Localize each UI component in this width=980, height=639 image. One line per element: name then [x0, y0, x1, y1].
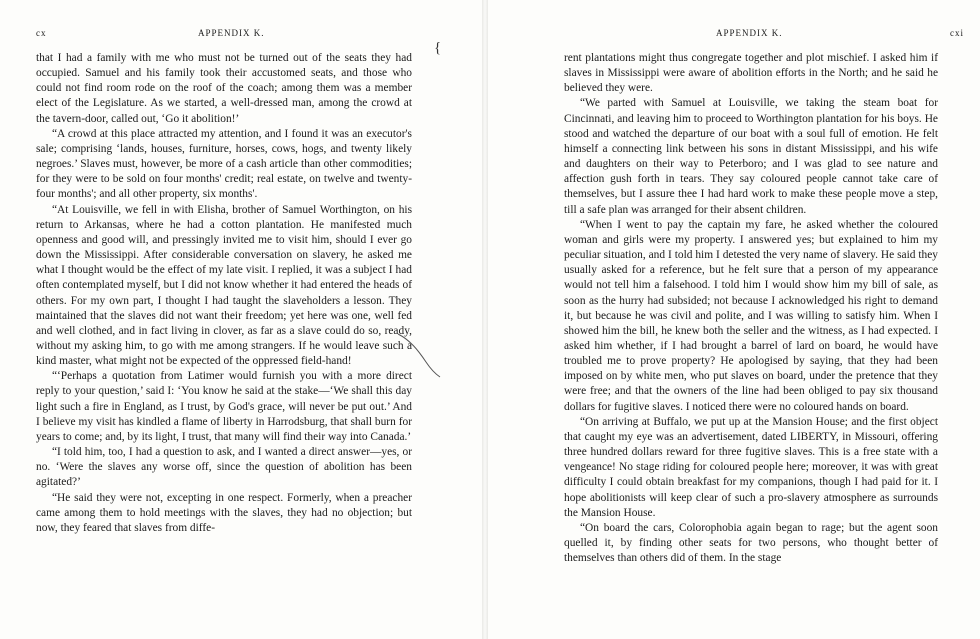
left-page-number: cx	[36, 28, 47, 38]
paragraph: “‘Perhaps a quotation from Latimer would furnish you with a more direct reply to your question,’ said I: ‘You know he said at the stake—‘We shall this day light such a fire in England, as I trust, by God's grace, will never be put out.’ And I believe my visit has kindled a flame of liberty in Harrodsburg, that shall burn for years to come; and, by its light, I trust, that many will find their way into Canada.’	[36, 370, 412, 443]
paragraph: “I told him, too, I had a question to ask, and I wanted a direct answer—yes, or no. ‘Were the slaves any worse off, since the question of abolition has been agitated?’	[36, 446, 412, 489]
left-page	[0, 0, 482, 639]
right-page	[488, 0, 980, 639]
paragraph: “We parted with Samuel at Louisville, we taking the steam boat for Cincinnati, and leaving him to proceed to Worthington plantation for his boys. He stood and watched the departure of our boat with a soul full of emotion. He felt himself a connecting link between his sons in distant Mississippi, and his wife and daughters on their way to Peterboro; and I was glad to see nature and affection gush forth in tears. They say coloured people cannot take care of themselves, but I assure thee I had hard work to make these people move a step, till a safe plan was arranged for their absent children.	[564, 97, 938, 216]
left-running-head: APPENDIX K.	[198, 28, 265, 38]
paragraph: “He said they were not, excepting in one respect. Formerly, when a preacher came among them to hold meetings with the slaves, they had no objection; but now, they feared that slaves from diffe-	[36, 491, 412, 534]
paragraph: “On board the cars, Colorophobia again began to rage; but the agent soon quelled it, by finding other seats for two persons, who thought better of themselves than others did of them. In the stage	[564, 521, 938, 565]
paragraph: “A crowd at this place attracted my attention, and I found it was an executor's sale; comprising ‘lands, houses, furniture, horses, cows, hogs, and twenty likely negroes.’ Slaves must, however, be more of a cash article than other commodities; for they were to be sold on four months' credit; real estate, on twelve and twenty-four months'; and all other property, six months'.	[36, 127, 412, 201]
paragraph: “At Louisville, we fell in with Elisha, brother of Samuel Worthington, on his return to Arkansas, where he had a cotton plantation. He manifested much openness and good will, and pressingly invited me to visit him, should I ever go down the Mississippi. After considerable conversation on slavery, he asked me what I thought would be the effect of my late visit. I replied, it was a subject I had often contemplated myself, but I did not know whether it had entered the heads of others. For my own part, I thought I had taught the slaveholders a lesson. They maintained that the slaves did not want their freedom; yet here was one, well fed and well clothed, and in fact living in clover, as far as a slave could do so, ready, without my asking him, to go with me among strangers. If he would leave such a kind master, what might not be expected of the oppressed field-hand!	[36, 203, 412, 368]
paragraph: “When I went to pay the captain my fare, he asked whether the coloured woman and girls were my property. I answered yes; but explained to him my peculiar situation, and I told him I detested the very name of slavery. He said they usually asked for a reference, but he felt sure that a person of my appearance would not tell him a falsehood. I told him I would show him my bill of sale, as soon as the hurry had subsided; not because I acknowledged his right to demand it, but because he was civil and polite, and I was willing to satisfy him. When I showed him the bill, he knew both the seller and the witness, as I had expected. I asked him whether, if I had brought a barrel of lard on board, he would have troubled me to prove property? He apologised by saying, that they had been imposed on by white men, who put slaves on board, under the pretence that they were free; and that the owners of the line had been obliged to pay six thousand dollars for fugitive slaves. I noticed there were no coloured hands on board.	[564, 218, 938, 413]
pencil-margin-mark	[396, 328, 442, 378]
right-running-head: APPENDIX K.	[716, 28, 783, 38]
margin-brace-mark: {	[434, 40, 442, 56]
right-body-text	[564, 51, 938, 566]
paragraph: that I had a family with me who must not be turned out of the seats they had occupied. Samuel and his family took their accustomed seats, and those who could not find room rode on the roof of the coach; among them was a member elect of the Legislature. As we started, a well-dressed man, among the crowd at the tavern-door, called out, ‘Go it abolition!’	[36, 52, 412, 125]
paragraph: “On arriving at Buffalo, we put up at the Mansion House; and the first object that caught my eye was an advertisement, dated LIBERTY, in Missouri, offering three hundred dollars reward for three fugitive slaves. This is a free state with a vengeance! No stage riding for coloured people here; moreover, it was with great difficulty I could obtain breakfast for my companions, though I had paid for it. I hope abolitionists will keep clear of such a pro-slavery atmosphere as surrounds the Mansion House.	[564, 415, 938, 519]
paragraph: rent plantations might thus congregate together and plot mischief. I asked him if slaves in Mississippi were aware of abolition efforts in the North; and he said he believed they were.	[564, 52, 938, 95]
right-page-number: cxi	[950, 28, 964, 38]
left-body-text	[36, 51, 412, 536]
